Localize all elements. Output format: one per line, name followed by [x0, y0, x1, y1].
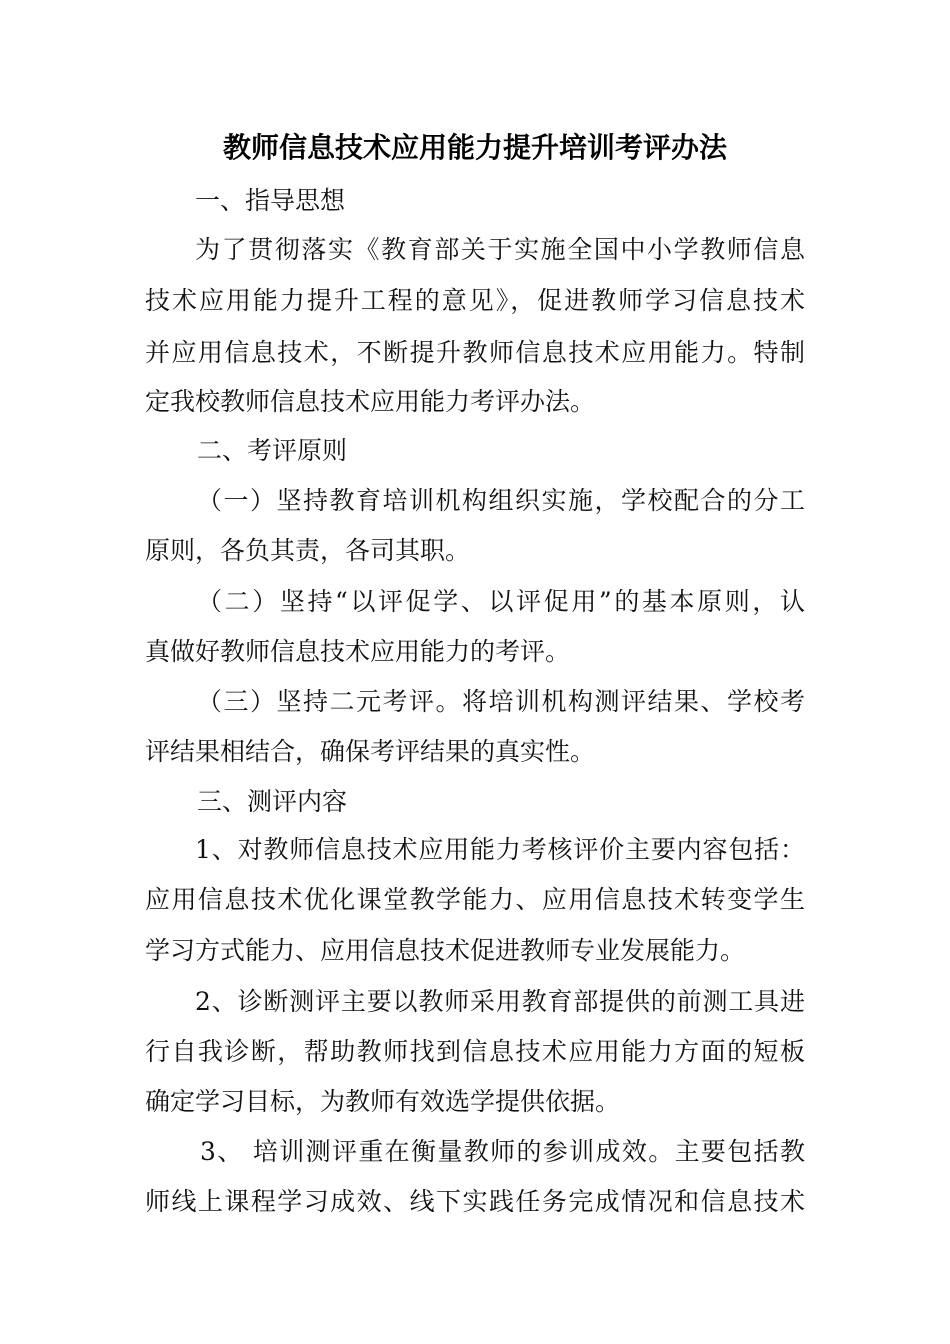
paragraph-line: 1、对教师信息技术应用能力考核评价主要内容包括：	[195, 835, 805, 864]
section-heading-guiding-ideology: 一、指导思想	[195, 186, 346, 215]
paragraph-line: 真做好教师信息技术应用能力的考评。	[145, 637, 571, 666]
paragraph-line: 定我校教师信息技术应用能力考评办法。	[145, 387, 596, 416]
paragraph-line: 2、诊断测评主要以教师采用教育部提供的前测工具进	[195, 987, 805, 1016]
paragraph-line: 并应用信息技术，不断提升教师信息技术应用能力。特制	[145, 338, 805, 367]
paragraph-line: 应用信息技术优化课堂教学能力、应用信息技术转变学生	[145, 885, 805, 914]
paragraph-line: 行自我诊断，帮助教师找到信息技术应用能力方面的短板	[145, 1037, 805, 1066]
paragraph-line: 原则，各负其责，各司其职。	[145, 536, 471, 565]
section-heading-evaluation-principles: 二、考评原则	[197, 436, 348, 465]
paragraph-line: （二）坚持“以评促学、以评促用”的基本原则，认	[197, 587, 805, 616]
paragraph-line: 确定学习目标，为教师有效选学提供依据。	[145, 1087, 621, 1116]
paragraph-line: （一）坚持教育培训机构组织实施，学校配合的分工	[197, 486, 805, 515]
paragraph-line: 3、 培训测评重在衡量教师的参训成效。主要包括教	[200, 1137, 805, 1166]
paragraph-line: 技术应用能力提升工程的意见》，促进教师学习信息技术	[145, 286, 805, 315]
paragraph-line: 为了贯彻落实《教育部关于实施全国中小学教师信息	[195, 235, 805, 264]
paragraph-line: 学习方式能力、应用信息技术促进教师专业发展能力。	[145, 936, 746, 965]
paragraph-line: 师线上课程学习成效、线下实践任务完成情况和信息技术	[145, 1187, 805, 1216]
paragraph-line: （三）坚持二元考评。将培训机构测评结果、学校考	[197, 687, 805, 716]
paragraph-line: 评结果相结合，确保考评结果的真实性。	[145, 737, 596, 766]
document-title: 教师信息技术应用能力提升培训考评办法	[222, 131, 727, 164]
section-heading-evaluation-content: 三、测评内容	[197, 787, 348, 816]
